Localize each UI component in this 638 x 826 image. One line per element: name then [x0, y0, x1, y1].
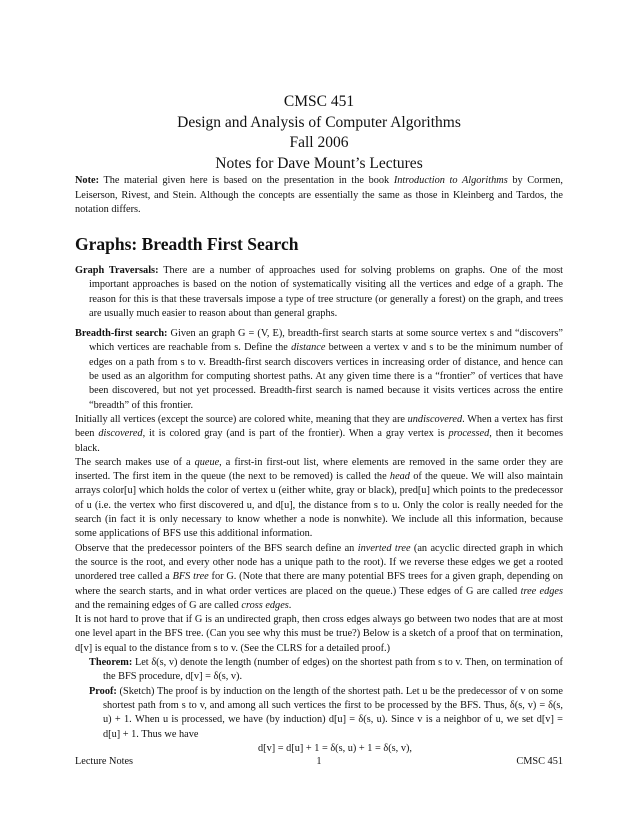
note-text-a: The material given here is based on the presentation in the book — [99, 175, 394, 186]
theorem — [75, 656, 563, 685]
bfs-paragraph-5: It is not hard to prove that if G is an undirected graph, then cross edges always go between two nodes that are at most one level apart in the BFS tree. (Can you see why this must be true?) Below is a sketch of a proof that on termination, d[v] is equal to the distance from s to v. (See the CLRS for a detailed proof.) — [75, 614, 563, 654]
section-heading: Graphs: Breadth First Search — [75, 234, 299, 254]
bfs-paragraph-2: Initially all vertices (except the source) are colored white, meaning that they are undiscovered. When a vertex has first been discovered, it is colored gray (and is part of the frontier). When a gray vertex is processed, then it becomes black. — [75, 413, 563, 454]
graph-traversals-item — [75, 264, 563, 321]
theorem-text: Let δ(s, v) denote the length (number of edges) on the shortest path from s to v. Then, on termination of the BFS procedure, d[v] = δ(s, v). — [103, 657, 563, 683]
title-block — [0, 92, 638, 174]
proof-text: (Sketch) The proof is by induction on the length of the shortest path. Let u be the predecessor of v on some shortest path from s to v, and among all such vertices the first to be processed by the BFS. Thus, δ(s, v) = δ(s, u) + 1. When u is processed, we have (by induction) d[u] = δ(s, u). Since v is a neighbor of u, we set d[v] = d[u] + 1. Thus we have — [103, 685, 563, 740]
section-body — [75, 264, 563, 762]
theorem-label: Theorem: — [89, 657, 133, 669]
bfs-label: Breadth-first search: — [75, 328, 168, 340]
bfs-p1-text-b: between a vertex v and s to be the minimum number of edges on a path from s to v. Breadth-first search discovers vertices in increasing order of distance, and hence can be used as an algorithm for computing shortest paths. At any given time there is a “frontier” of vertices that have been discovered, but not yet processed. Breadth-first search is named because it visits vertices across the entire “breadth” of this frontier. — [89, 342, 563, 411]
proof-label: Proof: — [89, 685, 117, 697]
page-number: 1 — [316, 756, 322, 767]
footer-right: CMSC 451 — [516, 756, 563, 767]
footer-left: Lecture Notes — [75, 756, 134, 767]
note-text-b: by Cormen, Leiserson, Rivest, and Stein. Although the concepts are essentially the same as those in Kleinberg and Tardos, the notation differs. — [75, 175, 564, 216]
note-book-title: Introduction to Algorithms — [393, 175, 508, 186]
graph-traversals-text: There are a number of approaches used for solving problems on graphs. One of the most important approaches is based on the notion of systematically visiting all the vertices and edge of a graph. The reason for this is that these traversals impose a type of tree structure (or generally a forest) on the graph, and trees are usually much easier to reason about than general graphs. — [89, 265, 563, 319]
display-equation: d[v] = d[u] + 1 = δ(s, u) + 1 = δ(s, v), — [258, 742, 412, 754]
notes-subtitle: Notes for Dave Mount’s Lectures — [215, 154, 423, 172]
course-title: Design and Analysis of Computer Algorithms — [177, 113, 461, 131]
term: Fall 2006 — [289, 134, 349, 151]
note-paragraph — [75, 174, 563, 218]
course-code: CMSC 451 — [283, 93, 355, 110]
note-label: Note: — [75, 175, 100, 186]
proof — [75, 685, 563, 742]
bfs-paragraph-4: Observe that the predecessor pointers of the BFS search define an inverted tree (an acyclic directed graph in which the source is the root, and every other node has a unique path to the root). If we reverse these edges we get a rooted unordered tree called a BFS tree for G. (Note that there are many potential BFS trees for a given graph, depending on where the search starts, and in what order vertices are placed on the queue.) These edges of G are called tree edges and the remaining edges of G are called cross edges. — [75, 542, 564, 611]
bfs-p1-text-a: Given an graph G = (V, E), breadth-first search starts at some source vertex s and “discovers” which vertices are reachable from s. Define the — [89, 328, 563, 354]
bfs-item — [75, 327, 563, 756]
graph-traversals-label: Graph Traversals: — [75, 265, 159, 276]
bfs-p1-emphasis: distance — [291, 342, 326, 354]
bfs-paragraph-3: The search makes use of a queue, a first-in first-out list, where elements are removed in the same order they are inserted. The first item in the queue (the next to be removed) is called the head of the queue. We will also maintain arrays color[u] which holds the color of vertex u (either white, gray or black), pred[u] which points to the predecessor of u (i.e. the vertex who first discovered u, and d[u], the distance from s to u. Only the color is really needed for the search (in fact it is only necessary to know whether a node is nonwhite). We include all this information, because some applications of BFS use this additional information. — [75, 456, 563, 540]
